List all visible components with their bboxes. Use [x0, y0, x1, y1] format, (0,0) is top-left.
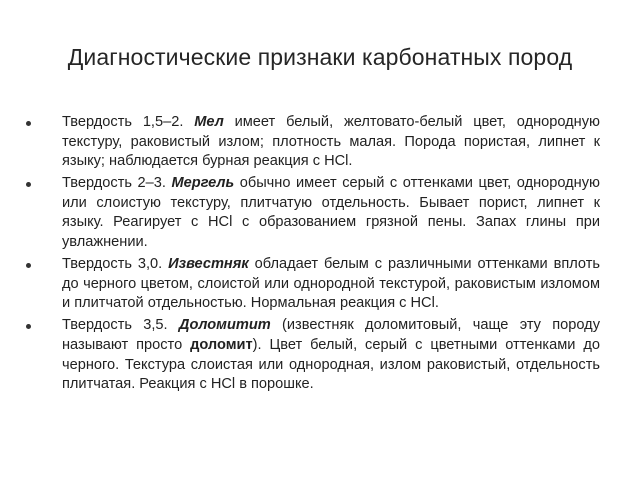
- rock-name-dolomite: доломит: [190, 337, 253, 354]
- rock-name-marl: Мергель: [171, 175, 235, 192]
- bullet-item-marl: [24, 174, 600, 252]
- bullet-dot-icon: [26, 324, 31, 329]
- bullet-text: обладает белым с различными оттенками вплоть до черного цветом, слоистой или однородной текстурой, раковистым изломом и плитчатой отдельностью. Нормальная реакция с HCl.: [62, 256, 600, 312]
- bullet-dot-icon: [26, 182, 31, 187]
- rock-name-dolomitite: Доломитит: [178, 317, 271, 334]
- bullet-text: ). Цвет белый, серый с цветными оттенками до черного. Текстура слоистая или однородная, излом раковистый, отдельность плитчатая. Реакция с HCl в порошке.: [62, 337, 600, 393]
- bullet-item-chalk: [24, 113, 600, 172]
- rock-name-limestone: Известняк: [168, 256, 249, 273]
- bullet-item-dolomite: [24, 316, 600, 394]
- bullet-text: Твердость 1,5–2.: [62, 114, 195, 130]
- bullet-list: [24, 113, 600, 397]
- rock-name-chalk: Мел: [194, 114, 224, 130]
- bullet-dot-icon: [26, 121, 31, 126]
- bullet-text: Твердость 3,5.: [62, 317, 179, 334]
- bullet-text: обычно имеет серый с оттенками цвет, однородную или слоистую текстуру, плитчатую отдельность. Бывает порист, липнет к языку. Реагирует с HCl с образованием грязной пены. Запах глины при увлажнении.: [62, 175, 600, 251]
- bullet-text: Твердость 2–3.: [62, 175, 172, 192]
- slide-title: Диагностические признаки карбонатных пород: [67, 44, 573, 70]
- bullet-text: (известняк доломитовый, чаще эту породу называют просто: [62, 317, 600, 354]
- bullet-item-limestone: [24, 255, 600, 314]
- bullet-text: имеет белый, желтовато-белый цвет, однородную текстуру, раковистый излом; плотность малая. Порода пористая, липнет к языку; наблюдается бурная реакция с HCl.: [62, 114, 600, 170]
- bullet-dot-icon: [26, 263, 31, 268]
- bullet-text: Твердость 3,0.: [62, 256, 169, 273]
